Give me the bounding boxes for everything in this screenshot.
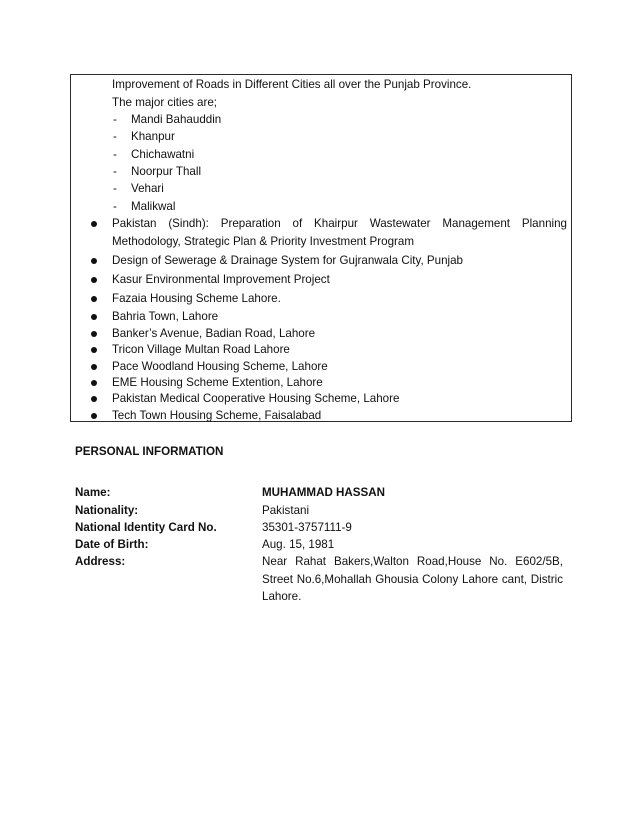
city-item: Chichawatni bbox=[131, 148, 195, 161]
bullet-marker bbox=[91, 296, 97, 302]
dash-marker: - bbox=[113, 113, 117, 126]
address-label: Address: bbox=[75, 555, 126, 568]
dob-value: Aug. 15, 1981 bbox=[262, 538, 335, 551]
dash-marker: - bbox=[113, 148, 117, 161]
dash-marker: - bbox=[113, 165, 117, 178]
nic-value: 35301-3757111-9 bbox=[262, 521, 352, 534]
project-item: Banker’s Avenue, Badian Road, Lahore bbox=[112, 327, 316, 340]
section-heading: PERSONAL INFORMATION bbox=[75, 445, 224, 458]
city-item: Mandi Bahauddin bbox=[131, 113, 222, 126]
city-item: Khanpur bbox=[131, 130, 175, 143]
bullet-marker bbox=[91, 314, 97, 320]
project-item: Kasur Environmental Improvement Project bbox=[112, 273, 330, 286]
project-item: Pakistan (Sindh): Preparation of Khairpur Wastewater Management Planning bbox=[112, 217, 567, 230]
bullet-marker bbox=[91, 396, 97, 402]
name-label: Name: bbox=[75, 486, 111, 499]
city-item: Noorpur Thall bbox=[131, 165, 202, 178]
nationality-label: Nationality: bbox=[75, 504, 139, 517]
project-item: Pakistan Medical Cooperative Housing Scheme, Lahore bbox=[112, 392, 400, 405]
bullet-marker bbox=[91, 331, 97, 337]
project-item: Pace Woodland Housing Scheme, Lahore bbox=[112, 360, 328, 373]
project-item: Design of Sewerage & Drainage System for Gujranwala City, Punjab bbox=[112, 254, 463, 267]
dash-marker: - bbox=[113, 182, 117, 195]
project-item: Fazaia Housing Scheme Lahore. bbox=[112, 292, 281, 305]
nationality-value: Pakistani bbox=[262, 504, 310, 517]
address-line: Street No.6,Mohallah Ghousia Colony Lahore cant, Distric bbox=[262, 573, 563, 586]
bullet-marker bbox=[91, 258, 97, 264]
intro-line: The major cities are; bbox=[112, 96, 218, 109]
bullet-marker bbox=[91, 413, 97, 419]
project-item: Bahria Town, Lahore bbox=[112, 310, 219, 323]
dash-marker: - bbox=[113, 200, 117, 213]
dash-marker: - bbox=[113, 130, 117, 143]
city-item: Malikwal bbox=[131, 200, 176, 213]
bullet-marker bbox=[91, 364, 97, 370]
bullet-marker bbox=[91, 347, 97, 353]
project-item: Tech Town Housing Scheme, Faisalabad bbox=[112, 409, 322, 422]
project-item: Tricon Village Multan Road Lahore bbox=[112, 343, 290, 356]
bullet-marker bbox=[91, 380, 97, 386]
city-item: Vehari bbox=[131, 182, 164, 195]
name-value: MUHAMMAD HASSAN bbox=[262, 486, 386, 499]
bullet-marker bbox=[91, 221, 97, 227]
bullet-marker bbox=[91, 277, 97, 283]
dob-label: Date of Birth: bbox=[75, 538, 149, 551]
address-line: Lahore. bbox=[262, 590, 302, 603]
address-line: Near Rahat Bakers,Walton Road,House No. E602/5B, bbox=[262, 555, 563, 568]
project-item-continuation: Methodology, Strategic Plan & Priority Investment Program bbox=[112, 235, 414, 248]
project-item: EME Housing Scheme Extention, Lahore bbox=[112, 376, 323, 389]
intro-line: Improvement of Roads in Different Cities all over the Punjab Province. bbox=[112, 78, 472, 91]
nic-label: National Identity Card No. bbox=[75, 521, 217, 534]
